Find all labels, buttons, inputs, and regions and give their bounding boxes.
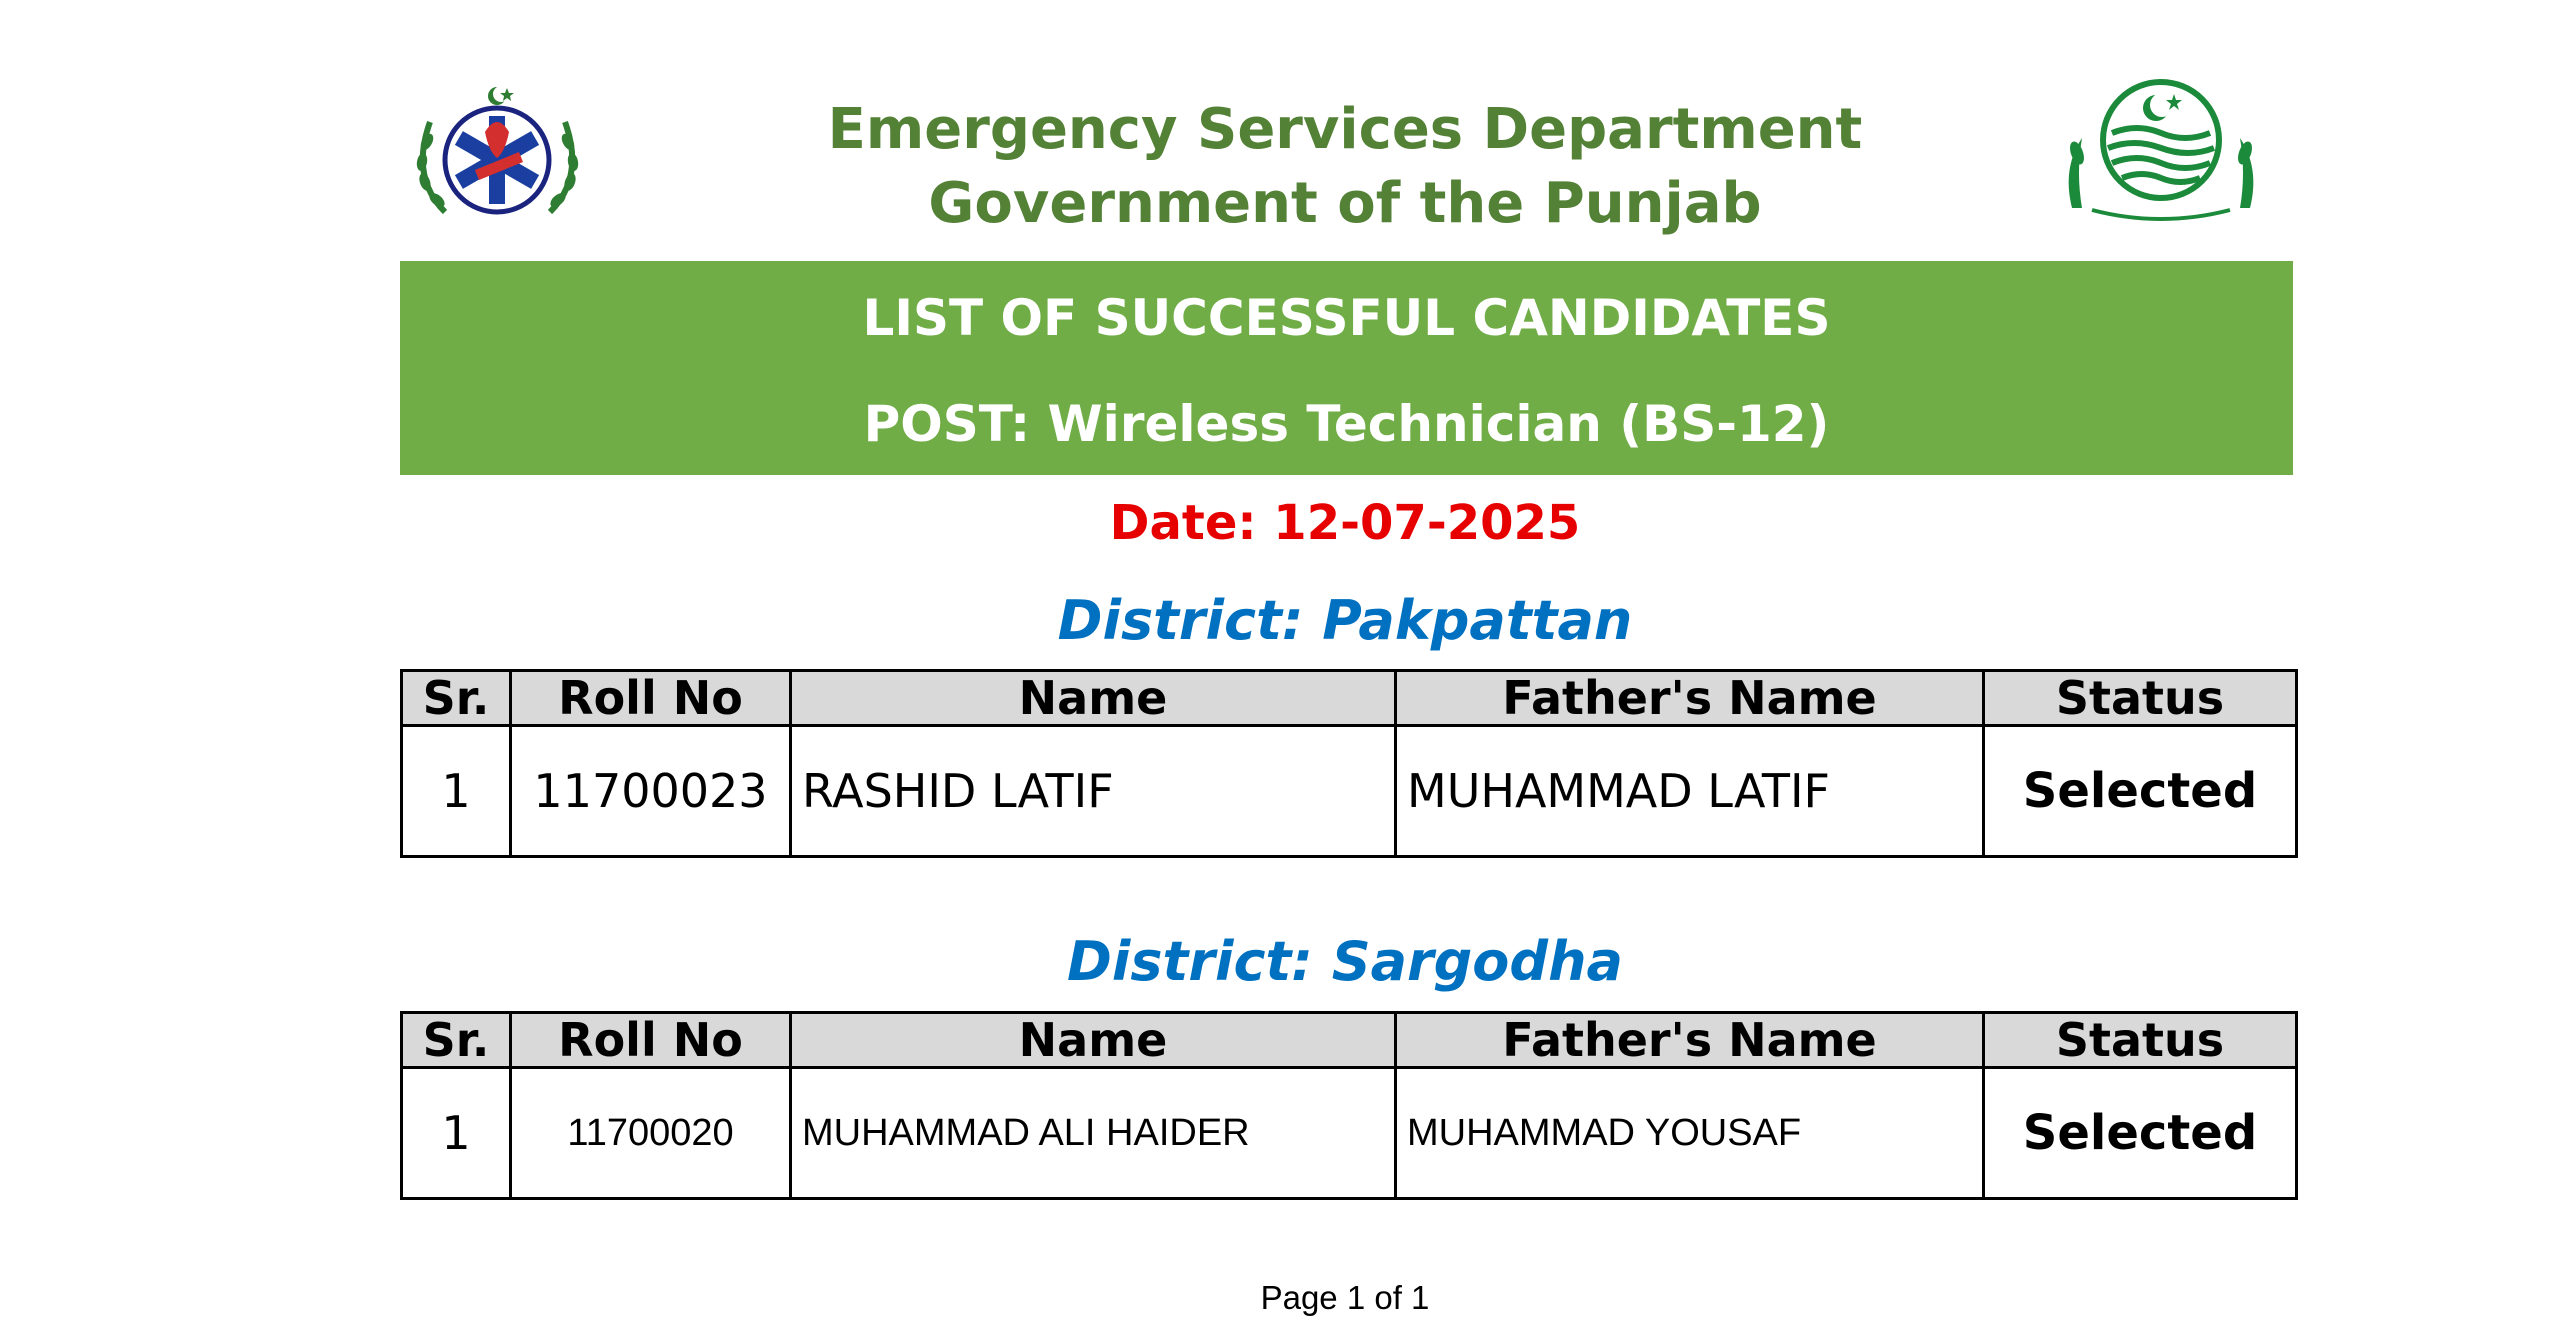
cell-father-name: MUHAMMAD YOUSAF [1396,1068,1984,1199]
list-title: LIST OF SUCCESSFUL CANDIDATES [862,289,1831,347]
cell-sr: 1 [402,1068,511,1199]
cell-name: MUHAMMAD ALI HAIDER [791,1068,1396,1199]
cell-roll-no: 11700023 [511,726,791,857]
org-title-line2: Government of the Punjab [928,171,1762,236]
results-table-sargodha [400,1011,2298,1200]
column-header-roll-no: Roll No [511,671,791,726]
district-heading-sargodha: District: Sargodha [1067,930,1623,993]
page-number: Page 1 of 1 [1260,1279,1430,1316]
column-header-name: Name [791,1013,1396,1068]
results-table-pakpattan [400,669,2298,858]
column-header-father-name: Father's Name [1396,1013,1984,1068]
title-banner [400,261,2293,475]
cell-name: RASHID LATIF [791,726,1396,857]
post-title: POST: Wireless Technician (BS-12) [863,395,1830,453]
district-heading-pakpattan: District: Pakpattan [1057,589,1633,652]
cell-roll-no: 11700020 [511,1068,791,1199]
column-header-sr: Sr. [402,1013,511,1068]
cell-father-name: MUHAMMAD LATIF [1396,726,1984,857]
cell-sr: 1 [402,726,511,857]
column-header-name: Name [791,671,1396,726]
column-header-father-name: Father's Name [1396,671,1984,726]
column-header-status: Status [1984,671,2297,726]
table-row [402,726,2297,857]
org-title-line1: Emergency Services Department [827,97,1863,162]
column-header-sr: Sr. [402,671,511,726]
table-header-row [402,1013,2297,1068]
cell-status: Selected [1984,726,2297,857]
column-header-status: Status [1984,1013,2297,1068]
list-date: Date: 12-07-2025 [1109,495,1581,551]
table-header-row [402,671,2297,726]
table-row [402,1068,2297,1199]
cell-status: Selected [1984,1068,2297,1199]
column-header-roll-no: Roll No [511,1013,791,1068]
